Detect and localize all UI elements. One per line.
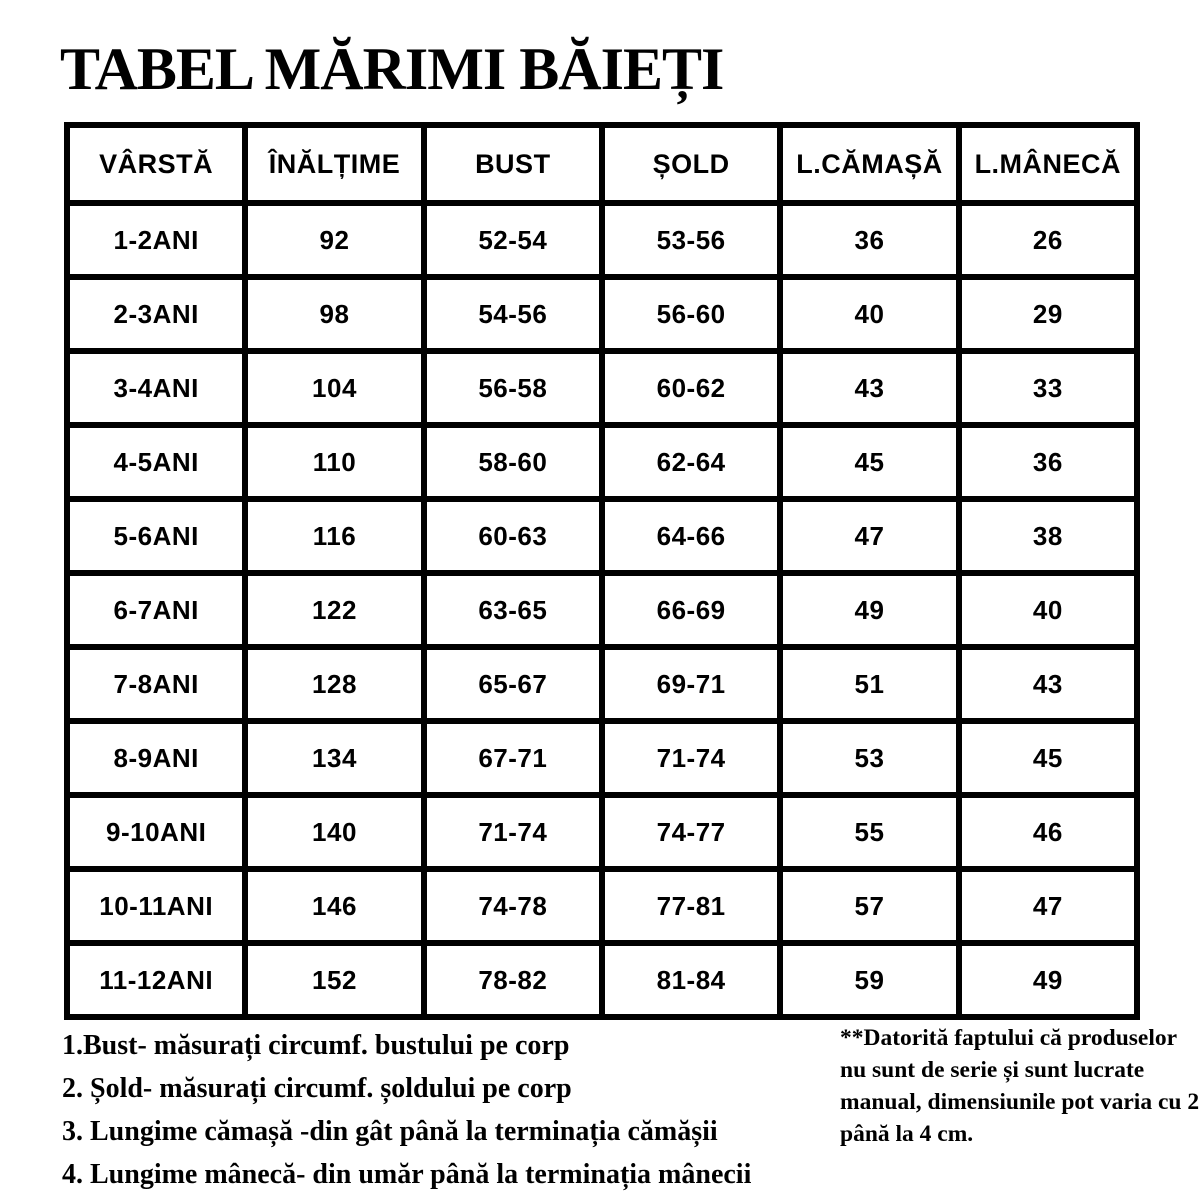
table-cell: 128 [245, 647, 423, 721]
column-header: ÎNĂLȚIME [245, 125, 423, 203]
table-cell: 104 [245, 351, 423, 425]
table-cell: 3-4ANI [67, 351, 245, 425]
table-cell: 40 [959, 573, 1137, 647]
note-sleeve-length: 4. Lungime mânecă- din umăr până la terminația mânecii [62, 1159, 752, 1190]
table-cell: 38 [959, 499, 1137, 573]
table-cell: 29 [959, 277, 1137, 351]
table-cell: 65-67 [424, 647, 602, 721]
table-cell: 53-56 [602, 203, 780, 277]
table-cell: 57 [780, 869, 958, 943]
table-row [67, 943, 1137, 1017]
table-cell: 47 [780, 499, 958, 573]
table-cell: 56-58 [424, 351, 602, 425]
table-cell: 47 [959, 869, 1137, 943]
table-cell: 77-81 [602, 869, 780, 943]
table-cell: 62-64 [602, 425, 780, 499]
table-cell: 54-56 [424, 277, 602, 351]
table-cell: 66-69 [602, 573, 780, 647]
table-cell: 8-9ANI [67, 721, 245, 795]
table-row [67, 573, 1137, 647]
table-cell: 71-74 [602, 721, 780, 795]
table-cell: 110 [245, 425, 423, 499]
table-cell: 49 [959, 943, 1137, 1017]
table-cell: 5-6ANI [67, 499, 245, 573]
table-cell: 81-84 [602, 943, 780, 1017]
table-row [67, 647, 1137, 721]
table-cell: 116 [245, 499, 423, 573]
table-cell: 45 [780, 425, 958, 499]
table-cell: 146 [245, 869, 423, 943]
column-header: ȘOLD [602, 125, 780, 203]
table-row [67, 425, 1137, 499]
table-cell: 71-74 [424, 795, 602, 869]
table-cell: 122 [245, 573, 423, 647]
table-cell: 10-11ANI [67, 869, 245, 943]
table-cell: 33 [959, 351, 1137, 425]
header-row [67, 125, 1137, 203]
table-cell: 9-10ANI [67, 795, 245, 869]
table-cell: 69-71 [602, 647, 780, 721]
table-cell: 56-60 [602, 277, 780, 351]
size-table [64, 122, 1140, 1020]
table-cell: 78-82 [424, 943, 602, 1017]
measurement-notes [62, 1024, 751, 1196]
table-cell: 64-66 [602, 499, 780, 573]
table-cell: 4-5ANI [67, 425, 245, 499]
table-cell: 98 [245, 277, 423, 351]
table-cell: 26 [959, 203, 1137, 277]
table-cell: 74-77 [602, 795, 780, 869]
table-cell: 60-62 [602, 351, 780, 425]
table-cell: 55 [780, 795, 958, 869]
table-cell: 74-78 [424, 869, 602, 943]
table-row [67, 351, 1137, 425]
table-cell: 11-12ANI [67, 943, 245, 1017]
table-cell: 59 [780, 943, 958, 1017]
table-row [67, 203, 1137, 277]
table-cell: 53 [780, 721, 958, 795]
table-row [67, 721, 1137, 795]
table-cell: 152 [245, 943, 423, 1017]
table-cell: 92 [245, 203, 423, 277]
table-cell: 52-54 [424, 203, 602, 277]
table-cell: 46 [959, 795, 1137, 869]
table-cell: 58-60 [424, 425, 602, 499]
table-cell: 7-8ANI [67, 647, 245, 721]
table-row [67, 869, 1137, 943]
table-cell: 40 [780, 277, 958, 351]
note-shirt-length: 3. Lungime cămașă -din gât până la terminația cămășii [62, 1116, 718, 1147]
column-header: BUST [424, 125, 602, 203]
table-cell: 1-2ANI [67, 203, 245, 277]
handmade-disclaimer: **Datorită faptului că produselor nu sunt de serie și sunt lucrate manual, dimensiunile pot varia cu 2 până la 4 cm. [840, 1025, 1200, 1147]
note-bust: 1.Bust- măsurați circumf. bustului pe corp [62, 1030, 570, 1061]
table-cell: 6-7ANI [67, 573, 245, 647]
table-cell: 67-71 [424, 721, 602, 795]
table-cell: 51 [780, 647, 958, 721]
table-cell: 49 [780, 573, 958, 647]
page-title: TABEL MĂRIMI BĂIEȚI [60, 36, 724, 102]
table-cell: 36 [780, 203, 958, 277]
note-sold: 2. Șold- măsurați circumf. șoldului pe corp [62, 1073, 572, 1104]
table-cell: 45 [959, 721, 1137, 795]
table-cell: 43 [780, 351, 958, 425]
table-cell: 60-63 [424, 499, 602, 573]
table-row [67, 277, 1137, 351]
table-cell: 43 [959, 647, 1137, 721]
table-cell: 2-3ANI [67, 277, 245, 351]
column-header: L.MÂNECĂ [959, 125, 1137, 203]
column-header: VÂRSTĂ [67, 125, 245, 203]
table-cell: 36 [959, 425, 1137, 499]
table-row [67, 795, 1137, 869]
table-body [67, 203, 1137, 1017]
table-cell: 63-65 [424, 573, 602, 647]
table-row [67, 499, 1137, 573]
table-cell: 134 [245, 721, 423, 795]
column-header: L.CĂMAȘĂ [780, 125, 958, 203]
table-cell: 140 [245, 795, 423, 869]
